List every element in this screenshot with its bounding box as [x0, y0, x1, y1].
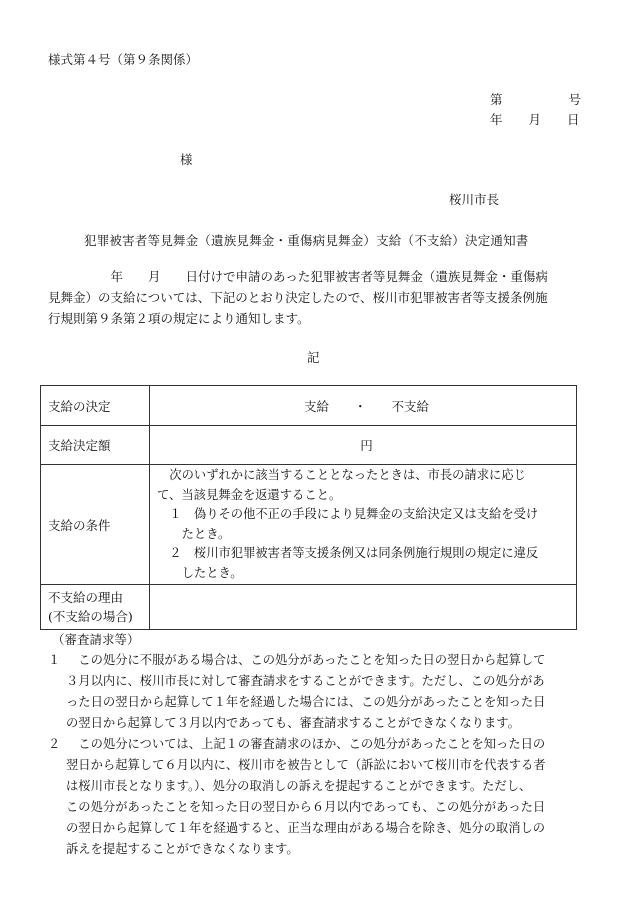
- body-line: 行規則第９条第２項の規定により通知します。: [48, 311, 310, 326]
- review-item-2-line: 訴えを提起することができなくなります。: [66, 842, 299, 856]
- number-suffix: 号: [568, 92, 582, 107]
- date-line: [490, 110, 580, 128]
- item-number: ２: [48, 737, 61, 751]
- amount-value: 円: [150, 426, 577, 465]
- amount-label: 支給決定額: [41, 426, 150, 465]
- issuer: 桜川市長: [449, 192, 500, 207]
- condition-line: て、当該見舞金を返還すること。: [157, 487, 342, 502]
- review-item-1-line: １ この処分に不服がある場合は、この処分があったことを知った日の翌日から起算して: [48, 650, 588, 671]
- condition-line: たとき。: [157, 526, 231, 541]
- conditions-value: [150, 465, 577, 585]
- decision-value: 支給 ・ 不支給: [150, 386, 577, 426]
- ki-heading: 記: [307, 350, 320, 365]
- conditions-label: 支給の条件: [41, 465, 150, 585]
- decision-label: 支給の決定: [41, 386, 150, 426]
- table-row: [41, 585, 577, 630]
- non-payment-reason-label: [41, 585, 150, 630]
- review-item-1-line: ３月以内に、桜川市長に対して審査請求をすることができます。ただし、この処分があ: [66, 674, 545, 688]
- reason-label-line: 不支給の理由: [48, 590, 124, 605]
- non-payment-reason-value: [150, 585, 577, 630]
- review-item-2-line: は桜川市長となります。）、処分の取消しの訴えを提起することができます。ただし、: [66, 779, 532, 793]
- decision-table: [40, 385, 577, 630]
- document-title: 犯罪被害者等見舞金（遺族見舞金・重傷病見舞金）支給（不支給）決定通知書: [84, 233, 529, 248]
- body-line: 見舞金）の支給については、下記のとおり決定したので、桜川市犯罪被害者等支援条例施: [48, 290, 548, 305]
- review-item-2-line: ２ この処分については、上記１の審査請求のほか、この処分があったことを知った日の: [48, 734, 588, 755]
- review-section: [48, 650, 588, 860]
- date-day: 日: [567, 112, 580, 127]
- review-item-2-line: この処分があったことを知った日の翌日から６月以内であっても、この処分があった日: [66, 800, 546, 814]
- condition-line: 次のいずれかに該当することとなったときは、市長の請求に応じ: [157, 468, 526, 482]
- form-number: 様式第４号（第９条関係）: [48, 52, 199, 67]
- table-row: [41, 386, 577, 426]
- condition-line: １ 偽りその他不正の手段により見舞金の支給決定又は支給を受け: [157, 507, 539, 521]
- condition-line: ２ 桜川市犯罪被害者等支援条例又は同条例施行規則の規定に違反: [157, 546, 539, 560]
- review-item-2-line: 翌日から起算して６月以内に、桜川市を被告として（訴訟において桜川市を代表する者: [66, 758, 546, 772]
- addressee: 様: [180, 152, 193, 167]
- number-prefix: 第: [490, 92, 503, 107]
- document-number-line: [490, 90, 581, 108]
- date-month: 月: [528, 112, 542, 127]
- condition-line: したとき。: [157, 565, 243, 580]
- item-number: １: [48, 653, 61, 667]
- table-row: [41, 426, 577, 465]
- review-item-1-line: った日の翌日から起算して１年を経過した場合には、この処分があったことを知った日: [66, 695, 546, 709]
- body-line: 年 月 日付けで申請のあった犯罪被害者等見舞金（遺族見舞金・重傷病: [48, 269, 548, 284]
- notice-body: [48, 266, 582, 329]
- review-heading: （審査請求等）: [52, 632, 140, 647]
- review-item-2-line: の翌日から起算して１年を経過すると、正当な理由がある場合を除き、処分の取消しの: [66, 821, 546, 835]
- table-row: [41, 465, 577, 585]
- date-year: 年: [490, 112, 503, 127]
- reason-label-line: (不支給の場合): [48, 609, 133, 624]
- review-item-1-line: の翌日から起算して３月以内であっても、審査請求することができなくなります。: [66, 716, 520, 730]
